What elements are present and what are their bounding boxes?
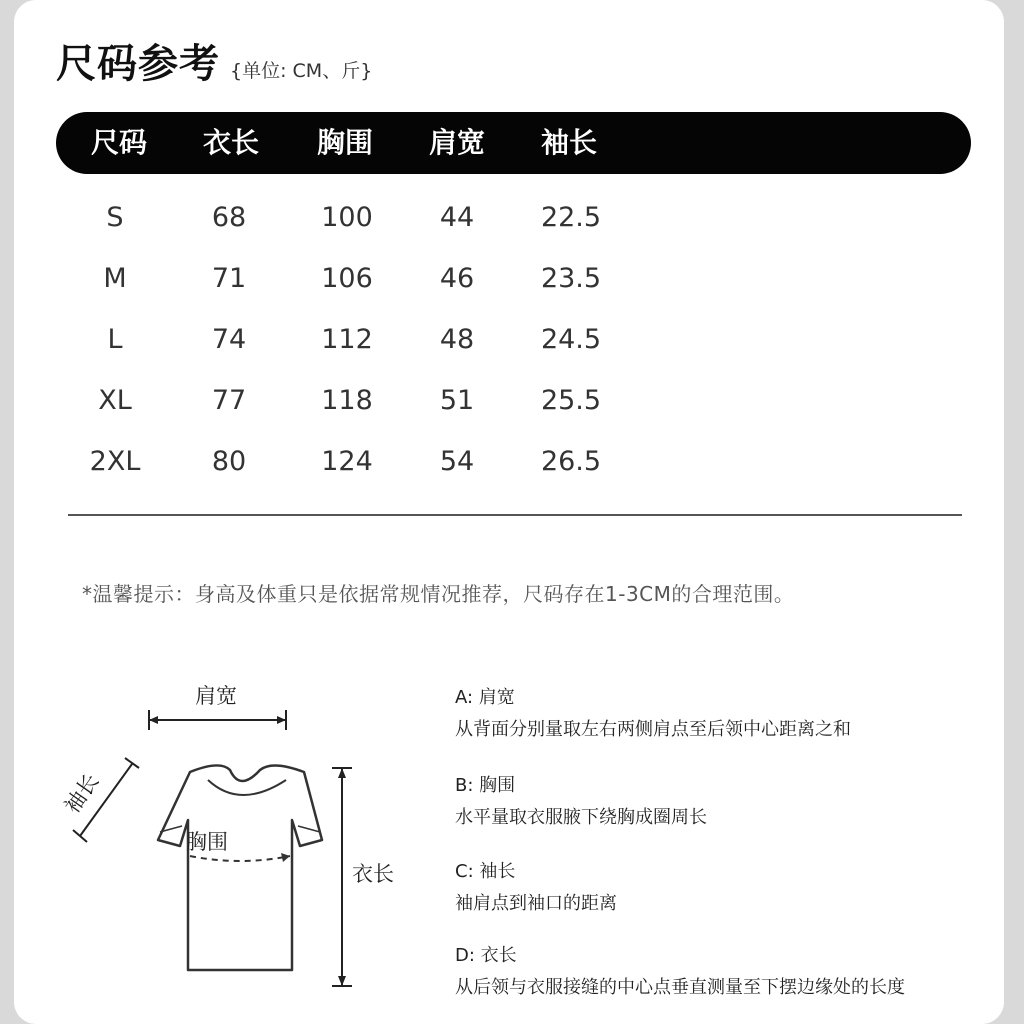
header-chest: 胸围: [316, 126, 373, 159]
cell-length: 71: [211, 263, 247, 294]
cell-shoulder: 51: [439, 385, 475, 416]
chest-label: 胸围: [186, 830, 228, 854]
desc-chest: [455, 771, 707, 829]
header-shoulder: 肩宽: [428, 126, 485, 159]
cell-sleeve: 26.5: [540, 446, 602, 477]
desc-chest-title: B: 胸围: [455, 775, 516, 796]
cell-shoulder: 44: [439, 202, 475, 233]
desc-sleeve: [455, 857, 617, 915]
cell-chest: 100: [321, 202, 373, 233]
unit-label: {单位: CM、斤}: [230, 60, 373, 82]
cell-size: XL: [98, 385, 132, 416]
header-size: 尺码: [90, 126, 147, 159]
desc-shoulder-title: A: 肩宽: [455, 687, 515, 708]
desc-chest-body: 水平量取衣服腋下绕胸成圈周长: [455, 807, 707, 828]
cell-length: 74: [211, 324, 247, 355]
cell-size: S: [106, 202, 124, 233]
page-title: 尺码参考: [56, 41, 220, 87]
cell-sleeve: 23.5: [540, 263, 602, 294]
table-header: [56, 112, 971, 174]
cell-chest: 106: [321, 263, 373, 294]
table-row: [0, 371, 1024, 431]
cell-chest: 112: [321, 324, 373, 355]
desc-length-title: D: 衣长: [455, 945, 517, 966]
cell-shoulder: 48: [439, 324, 475, 355]
table-row: [0, 249, 1024, 309]
shoulder-label: 肩宽: [195, 684, 237, 708]
desc-sleeve-title: C: 袖长: [455, 861, 516, 882]
cell-chest: 118: [321, 385, 373, 416]
desc-sleeve-body: 袖肩点到袖口的距离: [455, 893, 617, 914]
cell-sleeve: 22.5: [540, 202, 602, 233]
cell-length: 68: [211, 202, 247, 233]
cell-length: 80: [211, 446, 247, 477]
header-sleeve: 袖长: [540, 126, 597, 159]
cell-sleeve: 24.5: [540, 324, 602, 355]
table-row: [0, 310, 1024, 370]
cell-shoulder: 46: [439, 263, 475, 294]
table-row: [0, 188, 1024, 248]
cell-shoulder: 54: [439, 446, 475, 477]
cell-size: M: [103, 263, 127, 294]
desc-length: [455, 941, 905, 999]
tip-text: *温馨提示：身高及体重只是依据常规情况推荐，尺码存在1-3CM的合理范围。: [82, 582, 795, 606]
table-row: [0, 432, 1024, 492]
title-block: [56, 32, 372, 89]
cell-size: 2XL: [89, 446, 141, 477]
length-label: 衣长: [352, 862, 394, 886]
divider: [68, 514, 962, 516]
cell-size: L: [107, 324, 123, 355]
header-length: 衣长: [202, 126, 259, 159]
desc-shoulder-body: 从背面分别量取左右两侧肩点至后领中心距离之和: [455, 719, 851, 740]
tshirt-icon: [40, 660, 440, 1010]
sleeve-label: 袖长: [59, 769, 104, 818]
desc-shoulder: [455, 683, 851, 741]
cell-chest: 124: [321, 446, 373, 477]
cell-length: 77: [211, 385, 247, 416]
desc-length-body: 从后领与衣服接缝的中心点垂直测量至下摆边缘处的长度: [455, 977, 905, 998]
cell-sleeve: 25.5: [540, 385, 602, 416]
measurement-diagram: [40, 660, 440, 1010]
